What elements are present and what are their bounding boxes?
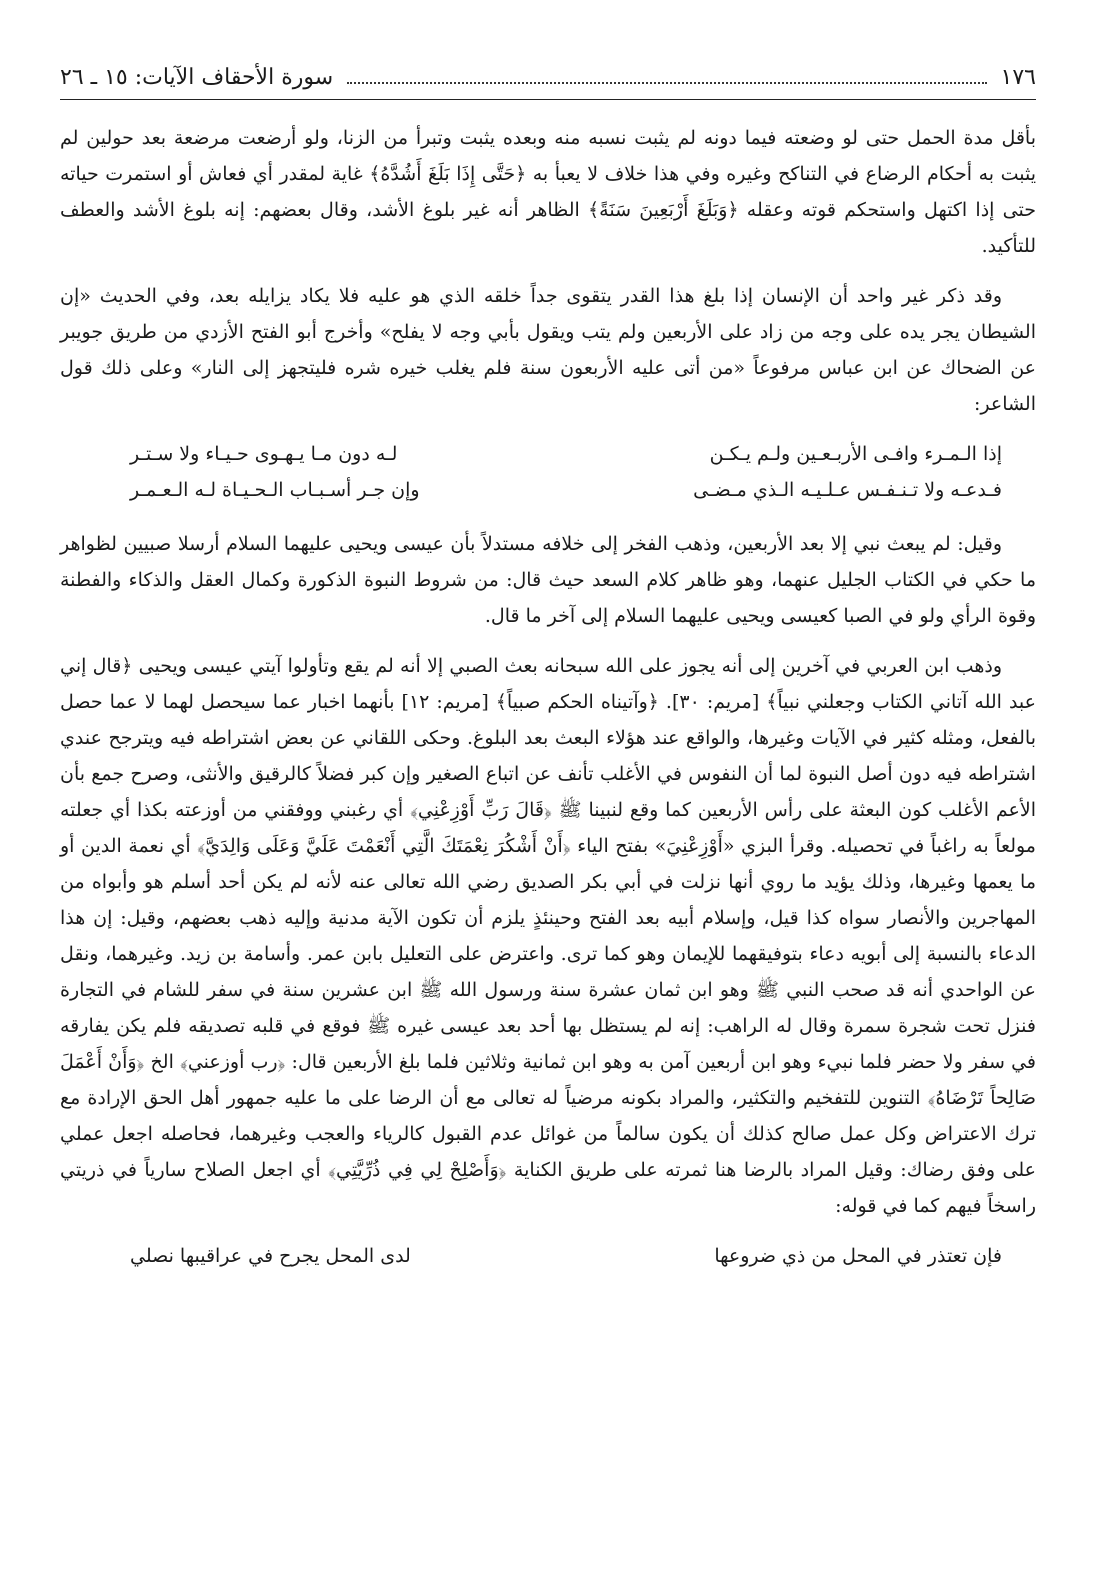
paragraph: وقيل: لم يبعث نبي إلا بعد الأربعين، وذهب الفخر إلى خلافه مستدلاً بأن عيسى ويحيى عليهما السلام أرسلا صبيين لظواهر ما حكي في الكتاب الجليل عنهما، وهو ظاهر كلام السعد حيث قال: من شروط النبوة الذكورة وكمال العقل والذكاء والفطنة وقوة الرأي ولو في الصبا كعيسى ويحيى عليهما السلام إلى آخر ما قال.	[60, 533, 1036, 627]
poem-verse	[60, 1238, 1036, 1274]
verse-first-hemistich: إذا الـمـرء وافـى الأربـعـين ولـم يـكـن	[709, 443, 1002, 465]
page-number: ١٧٦	[1000, 64, 1036, 90]
paragraph: وذهب ابن العربي في آخرين إلى أنه يجوز على الله سبحانه بعث الصبي إلا أنه لم يقع وتأولوا آيتي عيسى ويحيى ﴿قال إني عبد الله آتاني الكتاب وجعلني نبياً﴾ [مريم: ٣٠]. ﴿وآتيناه الحكم صبياً﴾ [مريم: ١٢] بأنهما اخبار عما سيحصل لهما لا عما حصل بالفعل، ومثله كثير في الآيات وغيرها، والواقع عند هؤلاء البعث بعد البلوغ. وحكى اللقاني عن بعض اشتراطه فيه ويترجح عندي اشتراطه فيه دون أصل النبوة لما أن النفوس في الأغلب تأنف عن اتباع الصغير وإن كبر فضلاً كالرقيق والأنثى، وصرح جمع بأن الأعم الأغلب كون البعثة على رأس الأربعين كما وقع لنبينا ﷺ ﴿قَالَ رَبِّ أَوْزِعْنِي﴾ أي رغبني ووفقني من أوزعته بكذا أي جعلته مولعاً به راغباً في تحصيله. وقرأ البزي «أَوْزِعْنِيَ» بفتح الياء ﴿أَنْ أَشْكُرَ نِعْمَتَكَ الَّتِي أَنْعَمْتَ عَلَيَّ وَعَلَى وَالِدَيَّ﴾ أي نعمة الدين أو ما يعمها وغيرها، وذلك يؤيد ما روي أنها نزلت في أبي بكر الصديق رضي الله تعالى عنه لأنه لم يكن أحد أسلم هو وأبواه من المهاجرين والأنصار سواه كذا قيل، وإسلام أبيه بعد الفتح وحينئذٍ يلزم أن تكون الآية مدنية وإليه ذهب بعضهم، وقيل: إن هذا الدعاء بالنسبة إلى أبويه دعاء بتوفيقهما للإيمان وهو كما ترى. واعترض على التعليل بابن عمر. وأسامة بن زيد. وغيرهما، ونقل عن الواحدي أنه قد صحب النبي ﷺ وهو ابن ثمان عشرة سنة ورسول الله ﷺ ابن عشرين سنة في سفر للشام في التجارة فنزل تحت شجرة سمرة وقال له الراهب: إنه لم يستظل بها أحد بعد عيسى غيره ﷺ فوقع في قلبه تصديقه فلم يكن يفارقه في سفر ولا حضر فلما نبيء وهو ابن أربعين آمن به وهو ابن ثمانية وثلاثين فلما بلغ الأربعين قال: ﴿رب أوزعني﴾ الخ ﴿وَأَنْ أَعْمَلَ صَالِحاً تَرْضَاهُ﴾ التنوين للتفخيم والتكثير، والمراد بكونه مرضياً له تعالى مع أن الرضا على ما عليه جمهور أهل الحق الإرادة مع ترك الاعتراض وكل عمل صالح كذلك أن يكون سالماً من غوائل عدم القبول كالرياء والعجب وغيرهما، فحاصله اجعل عملي على وفق رضاك: وقيل المراد بالرضا هنا ثمرته على طريق الكناية ﴿وَأَصْلِحْ لِي فِي ذُرِّيَّتِي﴾ أي اجعل الصلاح سارياً في ذريتي راسخاً فيهم كما في قوله:	[60, 655, 1036, 1217]
verse-second-hemistich: وإن جـر أسـبـاب الـحـيـاة لـه الـعـمـر	[130, 479, 420, 501]
paragraph-continuation: بأقل مدة الحمل حتى لو وضعته فيما دونه لم يثبت نسبه منه وبعده يثبت وتبرأ من الزنا، ولو أرضعت مرضعة بعد حولين لم يثبت به أحكام الرضاع في التناكح وغيره وفي هذا خلاف لا يعبأ به ﴿حَتَّى إِذَا بَلَغَ أَشُدَّهُ﴾ غاية لمقدر أي فعاش أو استمرت حياته حتى إذا اكتهل واستحكم قوته وعقله ﴿وَبَلَغَ أَرْبَعِينَ سَنَةً﴾ الظاهر أنه غير بلوغ الأشد، وقال بعضهم: إنه بلوغ الأشد والعطف للتأكيد.	[60, 127, 1036, 257]
verse-second-hemistich: لـه دون مـا يـهـوى حـيـاء ولا سـتـر	[130, 443, 398, 465]
poem-block	[60, 436, 1036, 508]
verse-second-hemistich: لدى المحل يجرح في عراقيبها نصلي	[130, 1245, 411, 1267]
verse-first-hemistich: فإن تعتذر في المحل من ذي ضروعها	[714, 1245, 1002, 1267]
book-page	[60, 55, 1036, 1535]
paragraph: وقد ذكر غير واحد أن الإنسان إذا بلغ هذا القدر يتقوى جداً خلقه الذي هو عليه فلا يكاد يزايله بعد، وفي الحديث «إن الشيطان يجر يده على وجه من زاد على الأربعين ولم يتب ويقول بأبي وجه لا يفلح» وأخرج أبو الفتح الأزدي من طريق جويبر عن الضحاك عن ابن عباس مرفوعاً «من أتى عليه الأربعون سنة فلم يغلب خيره شره فليتجهز إلى النار» وعلى ذلك قول الشاعر:	[60, 285, 1036, 415]
page-header	[60, 55, 1036, 100]
poem-block	[60, 1238, 1036, 1274]
poem-verse	[60, 436, 1036, 472]
running-title: سورة الأحقاف الآيات: ١٥ ـ ٢٦	[60, 64, 334, 90]
page-body	[60, 120, 1036, 1274]
verse-first-hemistich: فـدعـه ولا تـنـفـس عـلـيـه الـذي مـضـى	[693, 479, 1002, 501]
poem-verse	[60, 472, 1036, 508]
header-leader-dots	[347, 82, 986, 84]
